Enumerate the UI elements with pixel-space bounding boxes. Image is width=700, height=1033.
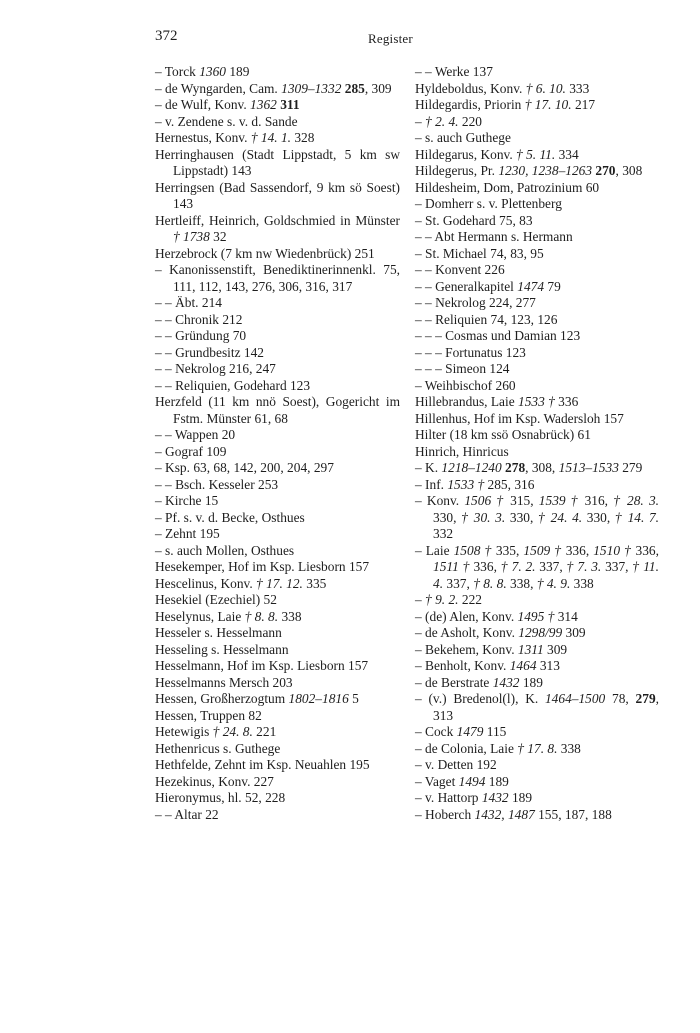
index-entry-segment: 1360: [199, 64, 226, 79]
index-entry-segment: Hesekiel (Ezechiel) 52: [155, 592, 277, 607]
index-entry-segment: 1309–1332: [281, 80, 342, 96]
index-entry-segment: – v. Hattorp: [415, 790, 482, 805]
index-column-left: [155, 64, 400, 823]
index-entry: [155, 213, 400, 246]
index-entry-segment: – – Nekrolog 216, 247: [155, 361, 276, 376]
index-entry-segment: – – Gründung 70: [155, 328, 247, 343]
index-entry-segment: 315,: [504, 493, 539, 508]
index-entry: [415, 279, 659, 296]
index-entry: [155, 675, 400, 692]
index-entry-segment: 1506 †: [464, 493, 505, 508]
index-entry-segment: Hinrich, Hinricus: [415, 443, 509, 459]
index-entry: [415, 807, 659, 824]
index-entry: [415, 345, 659, 362]
index-entry: [415, 625, 659, 642]
index-entry: [415, 361, 659, 378]
index-entry: [415, 394, 659, 411]
index-entry-segment: 309: [543, 641, 568, 657]
index-entry: [415, 229, 659, 246]
page-number: 372: [155, 28, 178, 44]
index-entry-segment: – – Nekrolog 224, 277: [415, 295, 536, 310]
index-entry-segment: 330,: [582, 509, 615, 525]
index-entry-segment: – s. auch Guthege: [415, 130, 511, 145]
index-entry: [155, 394, 400, 427]
index-entry-segment: Herringhausen (Stadt Lippstadt, 5 km sw Lippstadt) 143: [155, 146, 400, 178]
index-entry: [155, 130, 400, 147]
index-entry-segment: – Kanonissenstift, Benediktinerinnenkl. 75, 111, 112, 143, 276, 306, 316, 317: [155, 262, 400, 294]
index-entry: [415, 213, 659, 230]
index-entry-segment: † 17. 8.: [517, 740, 558, 756]
index-entry: [155, 724, 400, 741]
index-entry-segment: 220: [458, 113, 482, 129]
index-entry-segment: – (de) Alen, Konv.: [415, 608, 518, 624]
index-entry-segment: – Konv.: [415, 493, 465, 508]
index-entry-segment: Hessen, Truppen 82: [155, 707, 262, 723]
index-entry-segment: 285: [344, 80, 365, 96]
index-entry-segment: – v. Zendene s. v. d. Sande: [155, 113, 298, 129]
index-entry-segment: 1432: [492, 674, 520, 690]
index-entry-segment: – St. Godehard 75, 83: [415, 212, 533, 228]
index-entry-segment: 5: [348, 691, 359, 706]
index-entry: [415, 724, 659, 741]
index-entry-segment: Hessen, Großherzogtum: [155, 691, 289, 706]
index-entry-segment: 1479: [456, 724, 484, 739]
index-entry: [155, 790, 400, 807]
index-entry-segment: 1510 †: [593, 542, 632, 558]
index-entry: [155, 708, 400, 725]
index-entry: [155, 262, 400, 295]
index-entry-segment: – Ksp. 63, 68, 142, 200, 204, 297: [155, 460, 334, 475]
index-entry: [155, 312, 400, 329]
index-entry-segment: 189: [519, 674, 543, 690]
index-entry-segment: 316,: [579, 493, 614, 508]
index-entry: [155, 741, 400, 758]
index-entry-segment: – – – Fortunatus 123: [415, 344, 526, 360]
index-entry-segment: 1494: [458, 773, 486, 789]
index-entry: [415, 81, 659, 98]
index-entry-segment: 1464–1500: [544, 691, 606, 706]
index-entry-segment: Hildegardis, Priorin: [415, 97, 525, 112]
index-entry-segment: – – Chronik 212: [155, 311, 243, 327]
index-entry-segment: 1495 †: [517, 608, 555, 624]
index-entry-segment: 1474: [517, 278, 545, 294]
index-entry-segment: – Weihbischof 260: [415, 377, 516, 393]
index-entry-segment: Hillenhus, Hof im Ksp. Wadersloh 157: [415, 410, 624, 426]
index-entry-segment: – Bekehem, Konv.: [415, 641, 518, 657]
index-entry-segment: 189: [485, 773, 509, 789]
index-entry: [155, 774, 400, 791]
index-entry-segment: –: [415, 113, 426, 129]
index-entry: [415, 642, 659, 659]
index-entry-segment: † 24. 4.: [538, 509, 583, 525]
index-entry-segment: 1508 †: [453, 542, 492, 558]
index-entry-segment: 79: [544, 278, 561, 294]
index-entry-segment: 332: [433, 526, 454, 541]
index-entry: [155, 576, 400, 593]
index-entry-segment: 279: [635, 691, 656, 706]
index-entry-segment: 333: [565, 80, 590, 96]
index-entry: [155, 427, 400, 444]
index-entry-segment: – de Wyngarden, Cam.: [155, 80, 282, 96]
index-entry-segment: Hethfelde, Zehnt im Ksp. Neuahlen 195: [155, 757, 370, 772]
index-entry-segment: 221: [252, 724, 277, 739]
index-entry: [415, 64, 659, 81]
index-entry: [415, 444, 659, 461]
index-entry-segment: 278: [505, 460, 526, 475]
index-entry-segment: † 5. 11.: [516, 146, 556, 162]
index-entry-segment: – s. auch Mollen, Osthues: [155, 542, 295, 558]
index-entry: [415, 163, 659, 180]
index-entry: [155, 757, 400, 774]
index-entry-segment: – Domherr s. v. Plettenberg: [415, 196, 562, 211]
index-entry-segment: 78,: [605, 691, 636, 706]
index-entry-segment: 335: [302, 575, 327, 591]
index-entry-segment: † 30. 3.: [461, 509, 506, 525]
index-entry: [415, 378, 659, 395]
index-entry-segment: 1311: [517, 641, 544, 657]
index-entry-segment: 1511 †: [433, 559, 470, 574]
index-entry: [155, 477, 400, 494]
index-entry-segment: 1533 †: [518, 394, 555, 409]
index-entry-segment: – Kirche 15: [155, 493, 219, 508]
index-entry: [415, 312, 659, 329]
index-entry-segment: 335,: [491, 542, 524, 558]
index-entry: [155, 691, 400, 708]
index-entry-segment: Hildesheim, Dom, Patrozinium 60: [415, 179, 600, 195]
index-entry: [155, 642, 400, 659]
index-entry-segment: Hesekemper, Hof im Ksp. Liesborn 157: [155, 559, 370, 574]
index-entry-segment: 338,: [506, 575, 537, 591]
index-entry-segment: – Pf. s. v. d. Becke, Osthues: [155, 509, 305, 525]
index-entry-segment: † 11. 4.: [433, 559, 659, 591]
index-entry-segment: 311: [280, 97, 300, 112]
index-entry: [415, 774, 659, 791]
index-entry-segment: – – Wappen 20: [155, 427, 236, 442]
index-entry-segment: – – Bsch. Kesseler 253: [155, 476, 279, 492]
index-entry: [415, 543, 659, 593]
index-entry: [415, 609, 659, 626]
index-entry: [155, 64, 400, 81]
index-entry-segment: Hillebrandus, Laie: [415, 394, 518, 409]
index-entry-segment: 222: [458, 592, 482, 607]
index-entry-segment: 279: [618, 460, 643, 475]
index-entry-segment: 285, 316: [484, 476, 535, 492]
index-entry: [155, 807, 400, 824]
index-entry-segment: 270: [595, 163, 616, 178]
index-entry-segment: Hethenricus s. Guthege: [155, 740, 281, 756]
index-entry: [155, 295, 400, 312]
index-entry: [415, 493, 659, 543]
index-entry: [155, 460, 400, 477]
index-entry-segment: – de Asholt, Konv.: [415, 625, 519, 640]
index-entry: [415, 790, 659, 807]
index-entry-segment: – – – Cosmas und Damian 123: [415, 328, 581, 343]
index-entry-segment: Hernestus, Konv.: [155, 130, 251, 145]
index-entry: [415, 130, 659, 147]
index-entry-segment: † 2. 4.: [425, 113, 459, 129]
index-entry-segment: , 308: [615, 163, 643, 178]
index-entry: [415, 246, 659, 263]
index-entry-segment: 337,: [601, 559, 633, 574]
index-entry: [415, 460, 659, 477]
index-entry-segment: Hesseler s. Hesselmann: [155, 625, 282, 640]
index-column-right: [415, 64, 659, 823]
index-entry-segment: † 7. 2.: [500, 559, 536, 574]
index-entry-segment: 313: [536, 658, 560, 673]
index-entry-segment: † 28. 3.: [613, 493, 660, 508]
index-entry-segment: – K.: [415, 460, 442, 475]
index-entry: [155, 592, 400, 609]
index-entry: [415, 411, 659, 428]
index-entry-segment: 1218–1240: [441, 460, 502, 475]
index-entry-segment: – St. Michael 74, 83, 95: [415, 245, 544, 261]
index-entry-segment: – de Berstrate: [415, 674, 493, 690]
index-entry-segment: Hildegarus, Konv.: [415, 146, 517, 162]
index-entry-segment: 337,: [443, 575, 474, 591]
index-entry: [155, 180, 400, 213]
index-entry-segment: 337,: [535, 559, 567, 574]
index-entry: [415, 180, 659, 197]
index-entry-segment: 155, 187, 188: [534, 806, 612, 822]
index-entry-segment: Hildegerus, Pr.: [415, 163, 499, 178]
index-entry-segment: 1362: [250, 97, 277, 112]
index-entry-segment: Hetewigis: [155, 724, 213, 739]
index-entry: [155, 526, 400, 543]
index-entry-segment: 336,: [561, 542, 594, 558]
index-entry-segment: 314: [554, 608, 578, 624]
index-entry: [415, 427, 659, 444]
index-entry: [155, 361, 400, 378]
index-entry-segment: 1802–1816: [288, 691, 349, 706]
index-entry-segment: 338: [278, 608, 302, 624]
index-entry: [155, 609, 400, 626]
index-entry-segment: Hieronymus, hl. 52, 228: [155, 790, 286, 805]
index-entry: [155, 493, 400, 510]
index-entry: [155, 543, 400, 560]
index-entry: [155, 345, 400, 362]
index-entry-segment: † 8. 8.: [473, 575, 507, 591]
index-entry-segment: – de Wulf, Konv.: [155, 97, 251, 112]
index-entry-segment: 1539 †: [538, 493, 580, 508]
index-entry-segment: † 7. 3.: [566, 559, 602, 574]
index-entry: [415, 147, 659, 164]
index-entry-segment: 189: [225, 64, 250, 79]
index-entry: [415, 295, 659, 312]
index-entry-segment: † 17. 10.: [524, 97, 572, 112]
index-entry-segment: Hilter (18 km ssö Osnabrück) 61: [415, 427, 591, 442]
index-entry: [155, 510, 400, 527]
index-entry-segment: – Torck: [155, 64, 200, 79]
index-entry: [155, 147, 400, 180]
index-entry-segment: † 9. 2.: [425, 592, 459, 607]
index-entry: [155, 246, 400, 263]
index-entry-segment: Herzfeld (11 km nnö Soest), Gogericht im Fstm. Münster 61, 68: [155, 394, 400, 426]
index-entry-segment: – Hoberch: [415, 806, 475, 822]
index-entry: [415, 741, 659, 758]
index-entry-segment: 336,: [631, 542, 659, 558]
index-entry: [415, 658, 659, 675]
index-entry-segment: 1298/99: [518, 625, 563, 640]
index-entry-segment: – Laie: [415, 542, 454, 558]
index-entry-segment: 1432: [481, 790, 509, 805]
index-entry-segment: 32: [209, 229, 227, 244]
index-entry-segment: 336: [554, 394, 579, 409]
index-entry-segment: , 308,: [525, 460, 559, 475]
index-entry-segment: † 24. 8.: [212, 724, 253, 739]
index-entry-segment: † 4. 9.: [536, 575, 571, 591]
index-entry-segment: – – Generalkapitel: [415, 278, 518, 294]
index-entry: [155, 81, 400, 98]
index-entry-segment: 189: [508, 790, 533, 805]
index-entry: [155, 328, 400, 345]
index-entry-segment: † 6. 10.: [525, 80, 566, 96]
index-entry: [415, 262, 659, 279]
index-entry-segment: 115: [483, 724, 507, 739]
running-head: Register: [368, 31, 413, 46]
index-entry-segment: – – Reliquien, Godehard 123: [155, 377, 311, 393]
index-entry: [415, 114, 659, 131]
index-entry: [155, 97, 400, 114]
index-entry-segment: † 17. 12.: [256, 575, 303, 591]
index-entry-segment: – Gograf 109: [155, 443, 227, 459]
index-entry: [155, 559, 400, 576]
index-entry-segment: Hesselmann, Hof im Ksp. Liesborn 157: [155, 658, 369, 673]
index-entry-segment: – Inf.: [415, 476, 448, 492]
index-entry-segment: 330,: [505, 509, 538, 525]
index-entry-segment: – – Äbt. 214: [155, 295, 222, 310]
index-entry: [415, 97, 659, 114]
index-entry-segment: – – Abt Hermann s. Hermann: [415, 229, 573, 244]
index-entry-segment: – (v.) Bredenol(l), K.: [415, 691, 545, 706]
index-entry-segment: – v. Detten 192: [415, 757, 497, 772]
index-entry-segment: † 1738: [173, 229, 210, 244]
index-entry-segment: – de Colonia, Laie: [415, 740, 518, 756]
index-entry-segment: – Vaget: [415, 773, 459, 789]
index-entry-segment: –: [415, 592, 426, 607]
index-entry-segment: † 14. 7.: [614, 509, 660, 525]
index-entry-segment: Heselynus, Laie: [155, 608, 245, 624]
index-entry-segment: 1509 †: [523, 542, 562, 558]
index-entry: [415, 592, 659, 609]
index-entry-segment: 336,: [469, 559, 501, 574]
index-entry-segment: 1432, 1487: [474, 806, 535, 822]
index-entry-segment: 330,: [433, 509, 462, 525]
index-entry: [415, 757, 659, 774]
index-entry: [155, 114, 400, 131]
index-entry-segment: † 14. 1.: [250, 130, 291, 145]
index-entry-segment: Hyldeboldus, Konv.: [415, 80, 526, 96]
index-entry: [415, 691, 659, 724]
index-entry: [415, 675, 659, 692]
index-entry: [415, 477, 659, 494]
index-entry: [155, 658, 400, 675]
index-entry-segment: † 8. 8.: [244, 608, 279, 624]
index-entry-segment: 217: [571, 97, 596, 112]
index-entry-segment: – – Altar 22: [155, 806, 219, 822]
index-entry: [415, 328, 659, 345]
index-entry-segment: 338: [570, 575, 594, 591]
index-entry-segment: , 313: [433, 691, 659, 723]
index-entry-segment: 338: [557, 740, 581, 756]
index-entry: [155, 444, 400, 461]
index-entry: [415, 196, 659, 213]
index-entry-segment: Hesselmanns Mersch 203: [155, 674, 293, 690]
index-entry-segment: Herzebrock (7 km nw Wiedenbrück) 251: [155, 245, 375, 261]
index-entry-segment: , 309: [364, 80, 392, 96]
index-entry: [155, 378, 400, 395]
index-entry-segment: 328: [291, 130, 315, 145]
index-entry: [155, 625, 400, 642]
index-entry-segment: Hezekinus, Konv. 227: [155, 773, 274, 789]
index-entry-segment: 1464: [509, 658, 537, 673]
index-entry-segment: – – Grundbesitz 142: [155, 344, 264, 360]
index-entry-segment: – – Werke 137: [415, 64, 493, 79]
index-entry-segment: 309: [562, 625, 586, 640]
index-entry-segment: Hertleiff, Heinrich, Goldschmied in Münster: [155, 212, 400, 228]
index-entry-segment: 1533 †: [447, 476, 485, 492]
index-entry-segment: – – Konvent 226: [415, 262, 505, 277]
index-entry-segment: – – Reliquien 74, 123, 126: [415, 311, 558, 327]
index-entry-segment: 1513–1533: [558, 460, 619, 475]
index-entry-segment: – – – Simeon 124: [415, 361, 510, 376]
index-entry-segment: – Benholt, Konv.: [415, 658, 510, 673]
index-entry-segment: Herringsen (Bad Sassendorf, 9 km sö Soest) 143: [155, 179, 400, 211]
index-entry-segment: 1230, 1238–1263: [498, 163, 593, 178]
index-entry-segment: – Zehnt 195: [155, 526, 220, 541]
index-entry-segment: – Cock: [415, 724, 457, 739]
index-entry-segment: 334: [555, 146, 579, 162]
index-entry-segment: Hesseling s. Hesselmann: [155, 641, 289, 657]
index-entry-segment: Hescelinus, Konv.: [155, 575, 257, 591]
